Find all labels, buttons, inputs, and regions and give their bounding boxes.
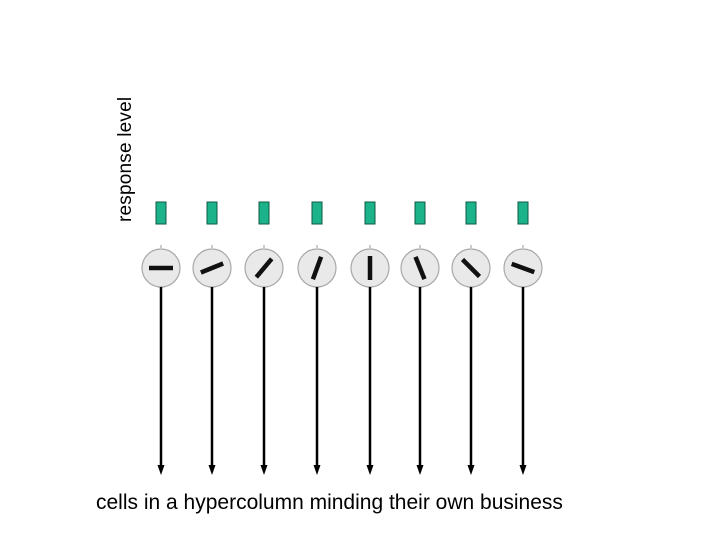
- cell-unit: [142, 202, 180, 470]
- cell-unit: [504, 202, 542, 470]
- response-bar: [466, 202, 476, 224]
- response-bar: [312, 202, 322, 224]
- cell-unit: [351, 202, 389, 470]
- cells-layer: [142, 202, 542, 470]
- cell-unit: [193, 202, 231, 470]
- cell-unit: [245, 202, 283, 470]
- response-bar: [415, 202, 425, 224]
- response-bar: [259, 202, 269, 224]
- response-bar: [207, 202, 217, 224]
- response-bar: [365, 202, 375, 224]
- y-axis-label: response level: [115, 96, 136, 222]
- cell-unit: [298, 202, 336, 470]
- figure-caption: cells in a hypercolumn minding their own business: [96, 491, 563, 514]
- response-bar: [518, 202, 528, 224]
- cell-unit: [401, 202, 439, 470]
- cell-unit: [452, 202, 490, 470]
- response-bar: [156, 202, 166, 224]
